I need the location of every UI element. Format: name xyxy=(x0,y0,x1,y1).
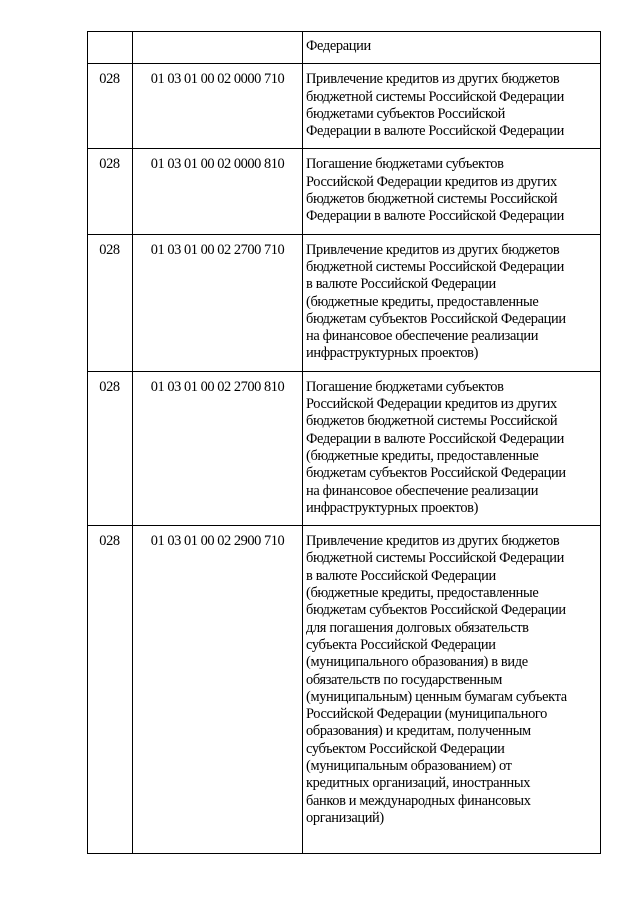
table-row xyxy=(88,32,601,64)
table-row xyxy=(88,234,601,371)
classification-code-cell: 01 03 01 00 02 2700 810 xyxy=(133,371,303,525)
admin-code-cell: 028 xyxy=(88,149,133,234)
table-row xyxy=(88,526,601,854)
table-row xyxy=(88,149,601,234)
source-name-cell: Погашение бюджетами субъектов Российской Федерации кредитов из других бюджетов бюджетной системы Российской Федерации в валюте Российской Федерации (бюджетные кредиты, предоставленные бюджетам субъектов Российской Федерации на финансовое обеспечение реализации инфраструктурных проектов) xyxy=(303,371,601,525)
table-row xyxy=(88,64,601,149)
source-name-cell: Привлечение кредитов из других бюджетов бюджетной системы Российской Федерации в валюте Российской Федерации (бюджетные кредиты, предоставленные бюджетам субъектов Российской Федерации на финансовое обеспечение реализации инфраструктурных проектов) xyxy=(303,234,601,371)
source-name-cell: Привлечение кредитов из других бюджетов бюджетной системы Российской Федерации бюджетами субъектов Российской Федерации в валюте Российской Федерации xyxy=(303,64,601,149)
admin-code-cell: 028 xyxy=(88,64,133,149)
classification-code-cell: 01 03 01 00 02 2700 710 xyxy=(133,234,303,371)
budget-sources-table xyxy=(87,31,601,854)
classification-code-cell: 01 03 01 00 02 2900 710 xyxy=(133,526,303,854)
classification-code-cell xyxy=(133,32,303,64)
admin-code-cell xyxy=(88,32,133,64)
source-name-cell: Привлечение кредитов из других бюджетов бюджетной системы Российской Федерации в валюте Российской Федерации (бюджетные кредиты, предоставленные бюджетам субъектов Российской Федерации для погашения долговых обязательств субъекта Российской Федерации (муниципального образования) в виде обязательств по государственным (муниципальным) ценным бумагам субъекта Российской Федерации (муниципального образования) и кредитам, полученным субъектом Российской Федерации (муниципальным образованием) от кредитных организаций, иностранных банков и международных финансовых организаций) xyxy=(303,526,601,854)
classification-code-cell: 01 03 01 00 02 0000 710 xyxy=(133,64,303,149)
admin-code-cell: 028 xyxy=(88,526,133,854)
source-name-cell: Погашение бюджетами субъектов Российской Федерации кредитов из других бюджетов бюджетной системы Российской Федерации в валюте Российской Федерации xyxy=(303,149,601,234)
admin-code-cell: 028 xyxy=(88,371,133,525)
classification-code-cell: 01 03 01 00 02 0000 810 xyxy=(133,149,303,234)
admin-code-cell: 028 xyxy=(88,234,133,371)
table-row xyxy=(88,371,601,525)
source-name-cell: Федерации xyxy=(303,32,601,64)
